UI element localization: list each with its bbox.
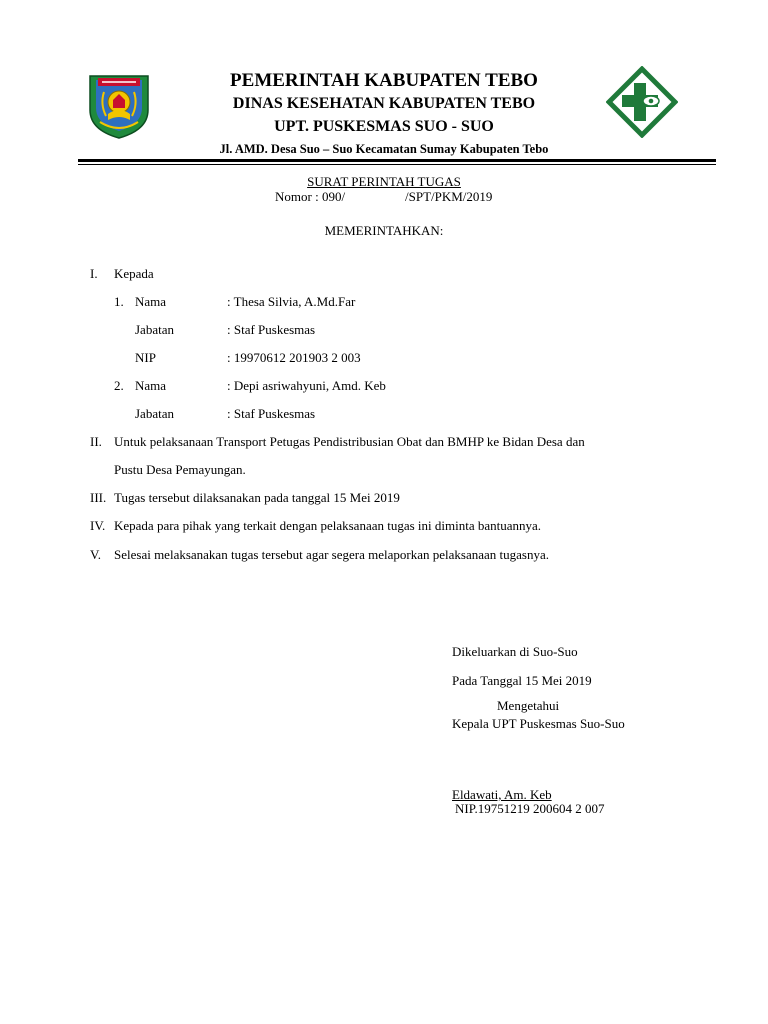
person-2-jabatan-label: Jabatan (135, 406, 174, 421)
person-1-jabatan-label: Jabatan (135, 322, 174, 337)
order-heading: MEMERINTAHKAN: (324, 223, 444, 238)
section-II-numeral: II. (90, 434, 102, 449)
signature-position: Kepala UPT Puskesmas Suo-Suo (452, 716, 625, 731)
signature-date: Pada Tanggal 15 Mei 2019 (452, 673, 592, 688)
person-1-nip-label: NIP (135, 350, 156, 365)
kabupaten-tebo-crest-logo (84, 70, 154, 140)
section-IV-text: Kepada para pihak yang terkait dengan pelaksanaan tugas ini diminta bantuannya. (114, 518, 542, 533)
signature-issued-at: Dikeluarkan di Suo-Suo (452, 644, 578, 659)
person-2-jabatan-value: : Staf Puskesmas (227, 406, 316, 421)
person-2-nama-value: : Depi asriwahyuni, Amd. Keb (227, 378, 386, 393)
section-IV-numeral: IV. (90, 518, 106, 533)
letter-title: SURAT PERINTAH TUGAS (307, 174, 461, 189)
person-1-nip-value: : 19970612 201903 2 003 (227, 350, 361, 365)
signature-name: Eldawati, Am. Keb (452, 787, 552, 802)
letter-number-label: Nomor : 090/ (275, 189, 346, 204)
section-V-numeral: V. (90, 547, 101, 562)
header-government-title: PEMERINTAH KABUPATEN TEBO (230, 70, 538, 91)
person-2-nama-label: Nama (135, 378, 167, 393)
header-puskesmas-title: UPT. PUSKESMAS SUO - SUO (274, 118, 494, 135)
person-1-nama-value: : Thesa Silvia, A.Md.Far (227, 294, 356, 309)
section-I-label: Kepada (114, 266, 154, 281)
header-address: Jl. AMD. Desa Suo – Suo Kecamatan Sumay Kabupaten Tebo (219, 142, 549, 156)
person-1-number: 1. (114, 294, 124, 309)
section-III-text: Tugas tersebut dilaksanakan pada tanggal 15 Mei 2019 (114, 490, 400, 505)
section-II-text-line2: Pustu Desa Pemayungan. (114, 462, 246, 477)
signature-nip: NIP.19751219 200604 2 007 (455, 801, 605, 816)
section-V-text: Selesai melaksanakan tugas tersebut agar segera melaporkan pelaksanaan tugasnya. (114, 547, 549, 562)
person-1-nama-label: Nama (135, 294, 167, 309)
section-III-numeral: III. (90, 490, 107, 505)
person-2-number: 2. (114, 378, 124, 393)
signature-acknowledge: Mengetahui (497, 698, 560, 713)
person-1-jabatan-value: : Staf Puskesmas (227, 322, 316, 337)
header-divider-thick (78, 159, 716, 162)
header-department-title: DINAS KESEHATAN KABUPATEN TEBO (232, 95, 536, 112)
letter-number-suffix: /SPT/PKM/2019 (405, 189, 493, 204)
section-I-numeral: I. (90, 266, 98, 281)
section-II-text-line1: Untuk pelaksanaan Transport Petugas Pendistribusian Obat dan BMHP ke Bidan Desa dan (114, 434, 585, 449)
header-divider-thin (78, 164, 716, 165)
